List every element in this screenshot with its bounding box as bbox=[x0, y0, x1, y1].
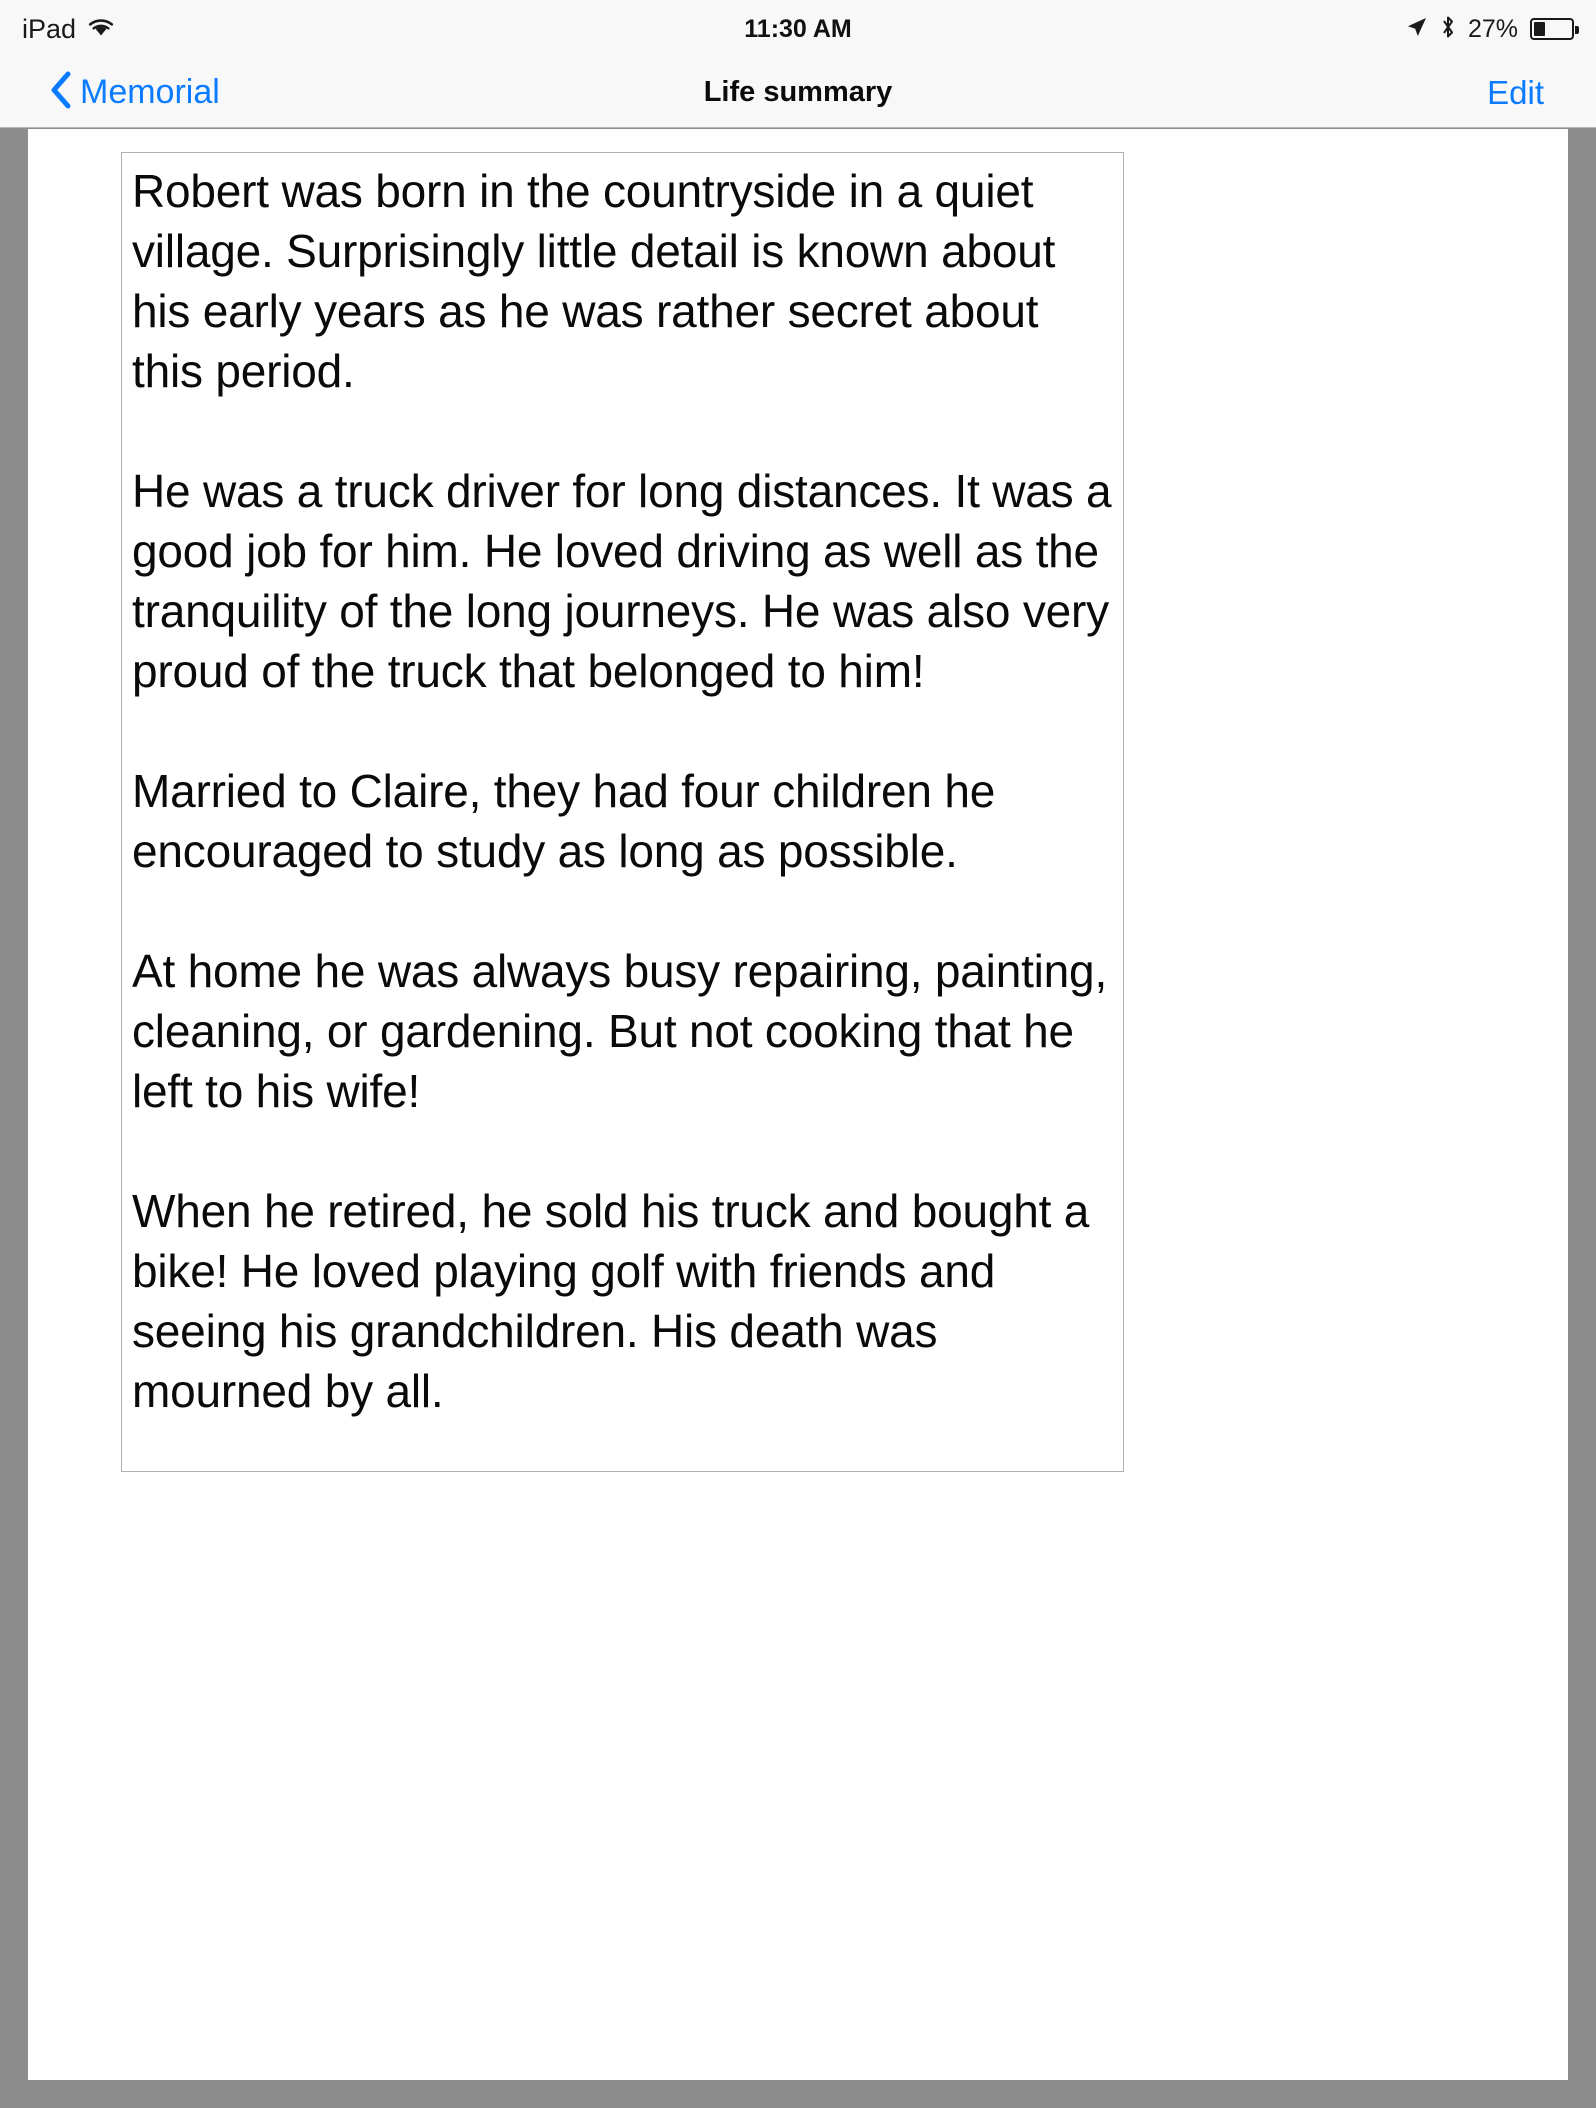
edit-button[interactable]: Edit bbox=[1487, 74, 1544, 111]
paragraph-spacer bbox=[132, 1121, 1113, 1181]
summary-paragraph: He was a truck driver for long distances. It was a good job for him. He loved driving as well as the tranquility of the long journeys. He was also very proud of the truck that belonged to him! bbox=[132, 465, 1112, 697]
battery-icon bbox=[1530, 18, 1574, 40]
paragraph-spacer bbox=[132, 401, 1113, 461]
status-bar-left bbox=[22, 14, 116, 45]
life-summary-textarea[interactable] bbox=[121, 152, 1124, 1472]
paragraph-spacer bbox=[132, 701, 1113, 761]
page-title: Life summary bbox=[703, 76, 893, 108]
paragraph-spacer bbox=[132, 881, 1113, 941]
summary-paragraph: Married to Claire, they had four children he encouraged to study as long as possible. bbox=[132, 765, 996, 877]
battery-percent-label: 27% bbox=[1467, 14, 1518, 43]
back-button-label: Memorial bbox=[80, 73, 220, 111]
location-arrow-icon bbox=[1406, 16, 1428, 43]
navigation-bar bbox=[0, 58, 1596, 128]
status-bar bbox=[0, 0, 1596, 58]
content-area bbox=[28, 129, 1568, 2080]
status-time: 11:30 AM bbox=[744, 14, 852, 43]
bluetooth-icon bbox=[1440, 14, 1456, 45]
status-device-name: iPad bbox=[22, 13, 77, 44]
summary-paragraph: Robert was born in the countryside in a quiet village. Surprisingly little detail is known about his early years as he was rather secret about this period. bbox=[132, 165, 1056, 397]
summary-paragraph: When he retired, he sold his truck and bought a bike! He loved playing golf with friends and seeing his grandchildren. His death was mourned by all. bbox=[132, 1185, 1090, 1417]
summary-paragraph: At home he was always busy repairing, painting, cleaning, or gardening. But not cooking that he left to his wife! bbox=[132, 945, 1108, 1117]
status-bar-right bbox=[1406, 0, 1574, 58]
wifi-icon bbox=[86, 16, 116, 43]
